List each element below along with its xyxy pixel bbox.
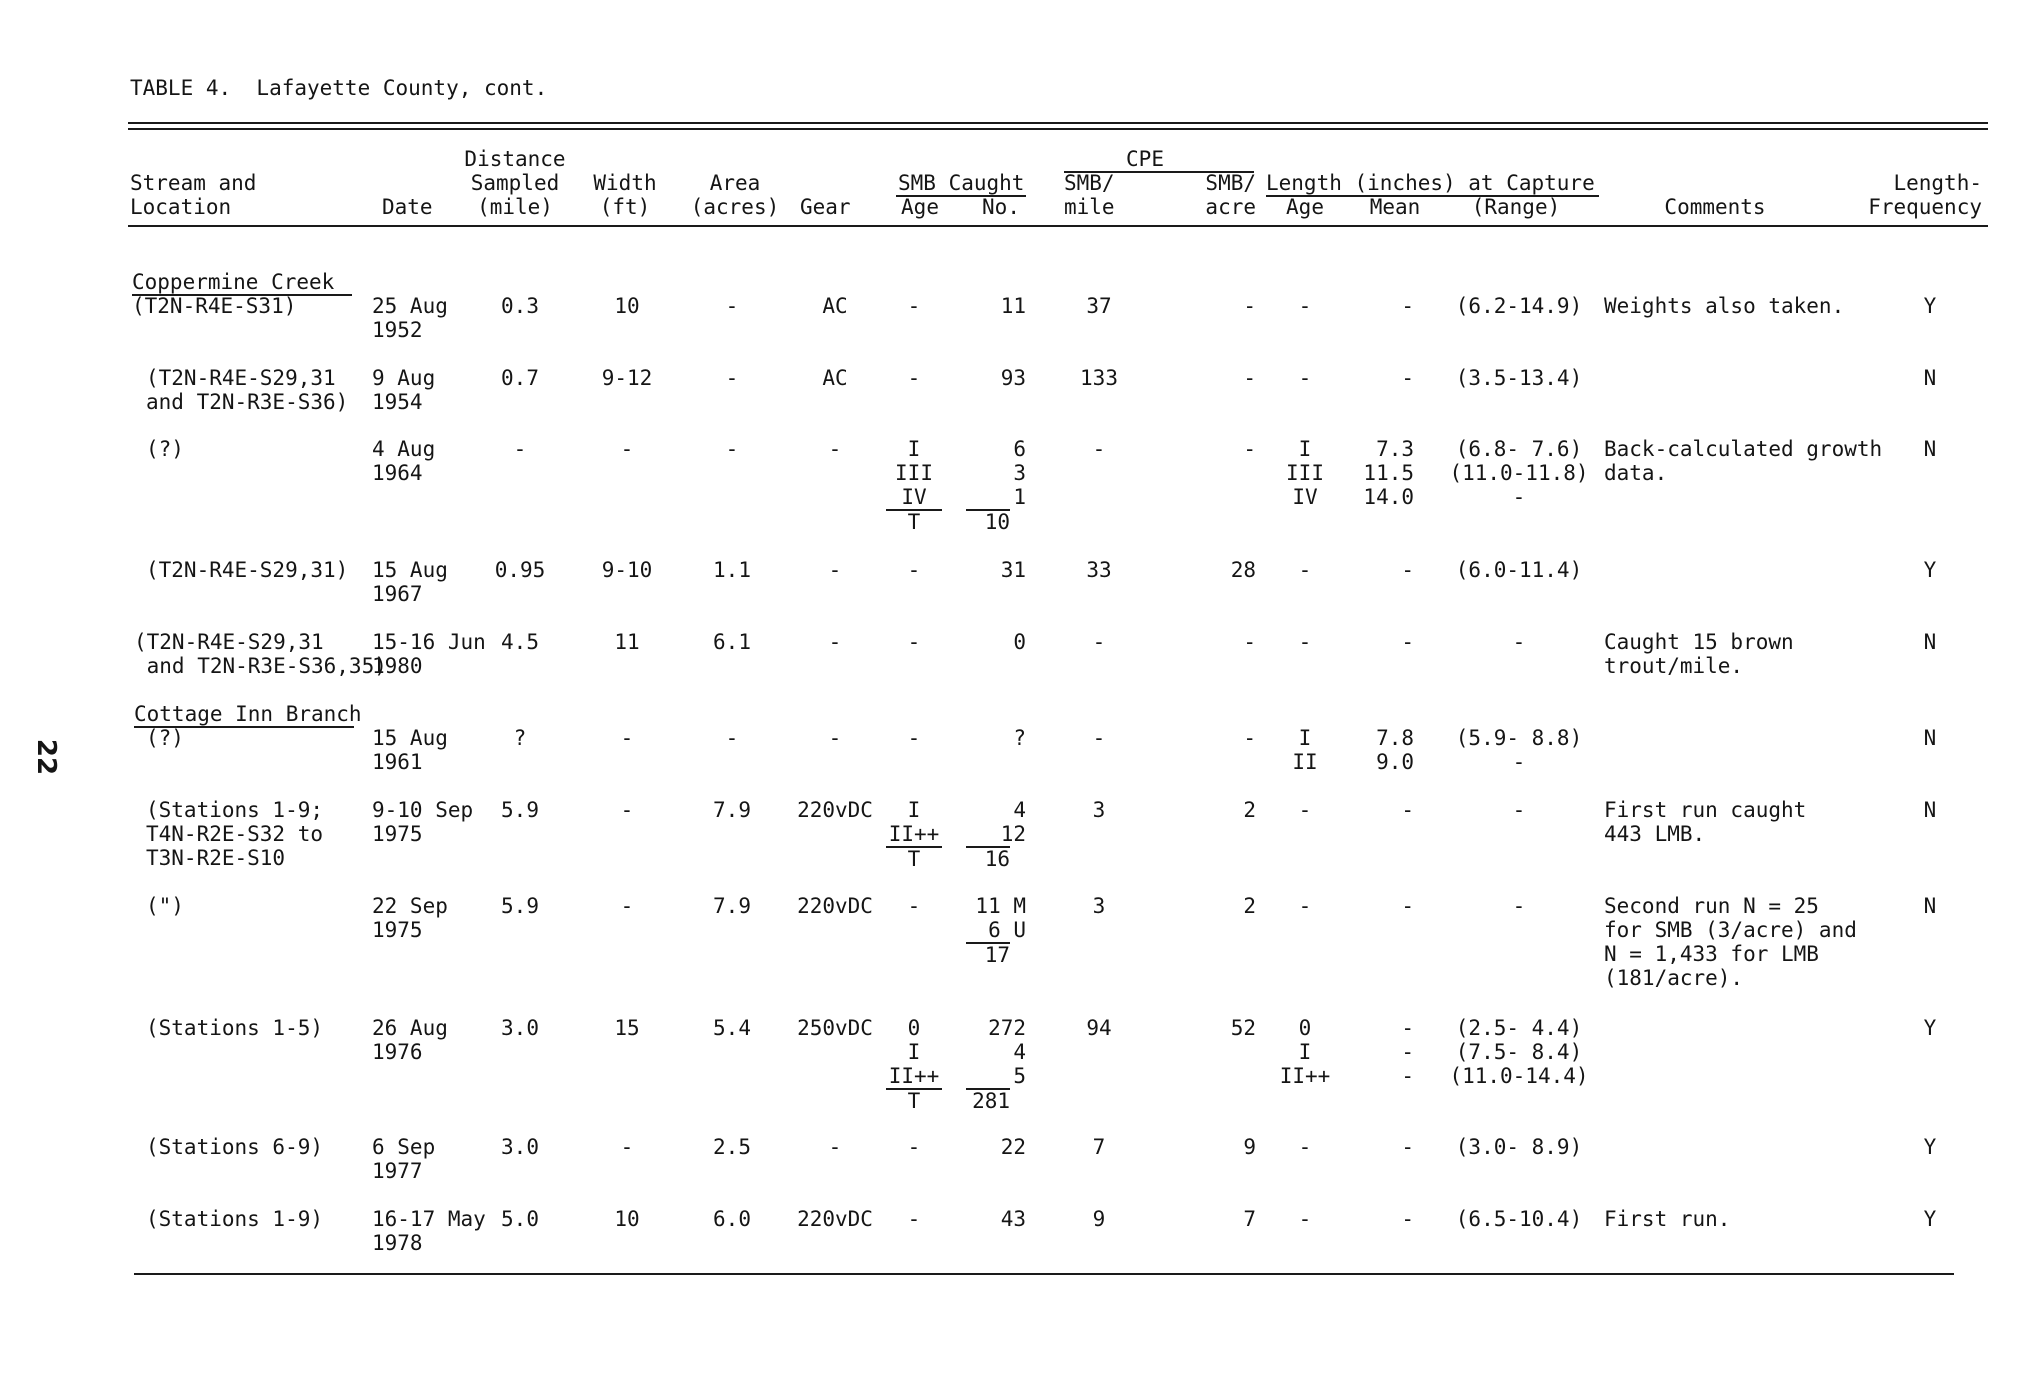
length-mean-cell: 7.8	[1376, 726, 1414, 750]
length-mean-cell: -	[1401, 1064, 1414, 1088]
frequency-cell: N	[1923, 630, 1937, 654]
gear-cell: -	[828, 630, 842, 654]
header-freq-2: Frequency	[1868, 195, 1982, 219]
width-cell: -	[620, 1135, 634, 1159]
smb-no-cell: 1	[1013, 485, 1026, 509]
date-cell: 1977	[372, 1159, 423, 1183]
comments-cell: First run caught	[1604, 798, 1807, 822]
smb-age-cell: -	[907, 894, 921, 918]
date-cell: 9-10 Sep	[372, 798, 474, 822]
comments-cell: trout/mile.	[1604, 654, 1744, 678]
cpe-acre-cell: 52	[1230, 1016, 1256, 1040]
header-cpe-acre-1: SMB/	[1205, 171, 1256, 195]
date-cell: 22 Sep	[372, 894, 448, 918]
length-mean-cell: -	[1401, 894, 1414, 918]
distance-cell: 0.7	[501, 366, 539, 390]
length-range-cell: -	[1512, 630, 1526, 654]
top-rule-1	[128, 122, 1988, 124]
comments-cell: (181/acre).	[1604, 966, 1744, 990]
distance-cell: 3.0	[501, 1016, 539, 1040]
area-cell: -	[725, 366, 739, 390]
smb-no-cell: 6 U	[988, 918, 1026, 942]
gear-cell: AC	[822, 294, 848, 318]
smb-age-cell: -	[907, 366, 921, 390]
date-cell: 1976	[372, 1040, 423, 1064]
date-cell: 16-17 May	[372, 1207, 486, 1231]
length-mean-cell: 14.0	[1363, 485, 1414, 509]
header-area-2: (acres)	[690, 195, 780, 219]
area-cell: 6.1	[713, 630, 751, 654]
smb-no-cell: 0	[1013, 630, 1026, 654]
cpe-mile-cell: 94	[1086, 1016, 1112, 1040]
length-mean-cell: -	[1401, 798, 1414, 822]
distance-cell: 0.3	[501, 294, 539, 318]
smb-no-cell: 12	[1000, 822, 1026, 846]
length-range-cell: (11.0-14.4)	[1449, 1064, 1589, 1088]
cpe-mile-cell: 37	[1086, 294, 1112, 318]
location-cell: and T2N-R3E-S36)	[146, 390, 349, 414]
smb-age-cell: III	[895, 461, 933, 485]
frequency-cell: N	[1923, 798, 1937, 822]
date-cell: 1975	[372, 822, 423, 846]
gear-cell: -	[828, 558, 842, 582]
area-cell: -	[725, 437, 739, 461]
length-mean-cell: -	[1401, 1040, 1414, 1064]
smb-no-cell: 43	[1000, 1207, 1026, 1231]
smb-no-cell: 11	[1000, 294, 1026, 318]
area-cell: -	[725, 294, 739, 318]
length-range-cell: (7.5- 8.4)	[1455, 1040, 1583, 1064]
cpe-mile-cell: 3	[1092, 798, 1106, 822]
length-range-cell: (3.5-13.4)	[1455, 366, 1583, 390]
length-range-cell: (6.0-11.4)	[1455, 558, 1583, 582]
top-rule-2	[128, 128, 1988, 130]
length-range-cell: -	[1512, 485, 1526, 509]
location-cell: and T2N-R3E-S36,35)	[134, 654, 387, 678]
location-cell: (?)	[146, 437, 184, 461]
date-cell: 4 Aug	[372, 437, 436, 461]
location-cell: (Stations 6-9)	[146, 1135, 324, 1159]
cpe-mile-cell: 7	[1092, 1135, 1106, 1159]
smb-age-cell: -	[907, 726, 921, 750]
frequency-cell: Y	[1923, 294, 1937, 318]
length-range-cell: (6.5-10.4)	[1455, 1207, 1583, 1231]
area-cell: -	[725, 726, 739, 750]
gear-cell: 220vDC	[797, 798, 873, 822]
width-cell: 9-10	[601, 558, 653, 582]
distance-cell: 5.9	[501, 798, 539, 822]
area-cell: 5.4	[713, 1016, 751, 1040]
length-mean-cell: -	[1401, 558, 1414, 582]
header-len-range: (Range)	[1471, 195, 1561, 219]
smb-no-cell: 31	[1000, 558, 1026, 582]
smb-age-cell: IV	[901, 485, 927, 509]
date-cell: 25 Aug	[372, 294, 448, 318]
smb-age-cell: -	[907, 558, 921, 582]
length-age-cell: 0	[1298, 1016, 1312, 1040]
smb-age-cell: II++	[888, 1064, 940, 1088]
length-range-cell: (2.5- 4.4)	[1455, 1016, 1583, 1040]
date-cell: 1978	[372, 1231, 423, 1255]
header-comments: Comments	[1664, 195, 1766, 219]
width-cell: 15	[614, 1016, 640, 1040]
smb-no-cell: 5	[1013, 1064, 1026, 1088]
cpe-acre-cell: 2	[1243, 798, 1256, 822]
frequency-cell: N	[1923, 726, 1937, 750]
smb-age-cell: 0	[907, 1016, 921, 1040]
distance-cell: 5.9	[501, 894, 539, 918]
header-distance-2: Sampled	[470, 171, 560, 195]
width-cell: -	[620, 726, 634, 750]
length-range-cell: (6.8- 7.6)	[1455, 437, 1583, 461]
cpe-mile-cell: 9	[1092, 1207, 1106, 1231]
smb-no-cell: 11 M	[975, 894, 1026, 918]
area-cell: 2.5	[713, 1135, 751, 1159]
location-cell: (T2N-R4E-S31)	[132, 294, 297, 318]
cpe-acre-cell: 28	[1230, 558, 1256, 582]
header-date: Date	[382, 195, 433, 219]
comments-cell: 443 LMB.	[1604, 822, 1706, 846]
cpe-mile-cell: -	[1092, 630, 1106, 654]
area-cell: 1.1	[713, 558, 751, 582]
length-mean-cell: -	[1401, 294, 1414, 318]
smb-no-cell: 4	[1013, 798, 1026, 822]
length-mean-cell: -	[1401, 1207, 1414, 1231]
gear-cell: 220vDC	[797, 894, 873, 918]
comments-cell: data.	[1604, 461, 1668, 485]
length-age-cell: -	[1298, 1135, 1312, 1159]
date-cell: 15-16 Jun	[372, 630, 486, 654]
length-mean-cell: 7.3	[1376, 437, 1414, 461]
width-cell: 9-12	[601, 366, 653, 390]
header-width-1: Width	[593, 171, 657, 195]
date-cell: 15 Aug	[372, 558, 448, 582]
length-age-cell: IV	[1292, 485, 1318, 509]
header-rule	[128, 225, 1988, 227]
length-mean-cell: 9.0	[1376, 750, 1414, 774]
length-age-cell: I	[1298, 726, 1312, 750]
smb-no-cell: 10	[966, 509, 1010, 533]
length-mean-cell: -	[1401, 1016, 1414, 1040]
location-cell: (")	[146, 894, 184, 918]
date-cell: 1980	[372, 654, 423, 678]
cpe-mile-cell: 33	[1086, 558, 1112, 582]
gear-cell: 250vDC	[797, 1016, 873, 1040]
distance-cell: -	[513, 437, 527, 461]
location-cell: (T2N-R4E-S29,31	[134, 630, 324, 654]
date-cell: 9 Aug	[372, 366, 436, 390]
width-cell: 10	[614, 1207, 640, 1231]
comments-cell: Second run N = 25	[1604, 894, 1819, 918]
area-cell: 7.9	[713, 894, 751, 918]
header-length: Length (inches) at Capture	[1266, 171, 1599, 197]
length-mean-cell: -	[1401, 630, 1414, 654]
length-age-cell: I	[1298, 437, 1312, 461]
comments-cell: Caught 15 brown	[1604, 630, 1794, 654]
cpe-mile-cell: -	[1092, 437, 1106, 461]
smb-no-cell: 4	[1013, 1040, 1026, 1064]
smb-no-cell: 281	[966, 1088, 1010, 1112]
length-age-cell: III	[1286, 461, 1324, 485]
date-cell: 1961	[372, 750, 423, 774]
comments-cell: First run.	[1604, 1207, 1731, 1231]
header-smb-caught: SMB Caught	[898, 171, 1025, 195]
length-range-cell: -	[1512, 798, 1526, 822]
smb-no-cell: 272	[988, 1016, 1026, 1040]
bottom-rule	[134, 1273, 1954, 1275]
smb-no-cell: 6	[1013, 437, 1026, 461]
date-cell: 15 Aug	[372, 726, 448, 750]
length-range-cell: (11.0-11.8)	[1449, 461, 1589, 485]
length-range-cell: (5.9- 8.8)	[1455, 726, 1583, 750]
location-cell: (Stations 1-5)	[146, 1016, 324, 1040]
frequency-cell: Y	[1923, 1016, 1937, 1040]
length-age-cell: -	[1298, 1207, 1312, 1231]
smb-age-cell: -	[907, 630, 921, 654]
header-cpe-mile-1: SMB/	[1064, 171, 1115, 195]
length-age-cell: -	[1298, 630, 1312, 654]
header-len-mean: Mean	[1369, 195, 1421, 219]
distance-cell: 3.0	[501, 1135, 539, 1159]
length-mean-cell: -	[1401, 366, 1414, 390]
width-cell: -	[620, 798, 634, 822]
gear-cell: 220vDC	[797, 1207, 873, 1231]
length-age-cell: -	[1298, 798, 1312, 822]
comments-cell: Back-calculated growth	[1604, 437, 1883, 461]
length-age-cell: II++	[1279, 1064, 1331, 1088]
table-title: TABLE 4. Lafayette County, cont.	[130, 76, 548, 100]
header-len-age: Age	[1286, 195, 1324, 219]
location-cell: (Stations 1-9;	[146, 798, 324, 822]
smb-no-cell: 93	[1000, 366, 1026, 390]
section-coppermine-creek: Coppermine Creek	[132, 270, 352, 296]
date-cell: 6 Sep	[372, 1135, 436, 1159]
cpe-acre-cell: -	[1243, 294, 1256, 318]
smb-age-cell: I	[907, 798, 921, 822]
comments-cell: N = 1,433 for LMB	[1604, 942, 1819, 966]
length-age-cell: -	[1298, 366, 1312, 390]
cpe-mile-cell: 3	[1092, 894, 1106, 918]
smb-age-cell: I	[907, 437, 921, 461]
length-mean-cell: 11.5	[1363, 461, 1414, 485]
distance-cell: ?	[513, 726, 527, 750]
header-cpe: CPE	[1126, 147, 1164, 171]
length-age-cell: -	[1298, 894, 1312, 918]
distance-cell: 4.5	[501, 630, 539, 654]
location-cell: (T2N-R4E-S29,31)	[146, 558, 349, 582]
header-stream-2: Location	[130, 195, 232, 219]
location-cell: (Stations 1-9)	[146, 1207, 324, 1231]
header-smb-age: Age	[901, 195, 939, 219]
gear-cell: -	[828, 1135, 842, 1159]
date-cell: 1954	[372, 390, 423, 414]
smb-age-cell: T	[886, 1088, 942, 1112]
width-cell: -	[620, 894, 634, 918]
header-stream-1: Stream and	[130, 171, 257, 195]
date-cell: 1952	[372, 318, 423, 342]
smb-age-cell: T	[886, 509, 942, 533]
frequency-cell: Y	[1923, 1207, 1937, 1231]
length-age-cell: II	[1292, 750, 1318, 774]
length-range-cell: (3.0- 8.9)	[1455, 1135, 1583, 1159]
distance-cell: 5.0	[501, 1207, 539, 1231]
header-smb-no: No.	[982, 195, 1020, 219]
length-age-cell: I	[1298, 1040, 1312, 1064]
smb-no-cell: 17	[966, 942, 1010, 966]
cpe-mile-cell: 133	[1080, 366, 1118, 390]
smb-age-cell: -	[907, 1135, 921, 1159]
location-cell: (T2N-R4E-S29,31	[146, 366, 336, 390]
smb-no-cell: 16	[966, 846, 1010, 870]
cpe-acre-cell: -	[1243, 726, 1256, 750]
header-freq-1: Length-	[1893, 171, 1982, 195]
cpe-acre-cell: -	[1243, 366, 1256, 390]
length-range-cell: (6.2-14.9)	[1455, 294, 1583, 318]
smb-age-cell: I	[907, 1040, 921, 1064]
page-number: 22	[31, 738, 62, 776]
smb-age-cell: II++	[888, 822, 940, 846]
smb-age-cell: T	[886, 846, 942, 870]
gear-cell: AC	[822, 366, 848, 390]
smb-age-cell: -	[907, 294, 921, 318]
area-cell: 7.9	[713, 798, 751, 822]
cpe-acre-cell: -	[1243, 630, 1256, 654]
frequency-cell: Y	[1923, 1135, 1937, 1159]
cpe-acre-cell: 7	[1243, 1207, 1256, 1231]
location-cell: T3N-R2E-S10	[146, 846, 286, 870]
length-age-cell: -	[1298, 294, 1312, 318]
length-range-cell: -	[1512, 750, 1526, 774]
frequency-cell: N	[1923, 894, 1937, 918]
header-cpe-acre-2: acre	[1205, 195, 1256, 219]
header-cpe-mile-2: mile	[1064, 195, 1115, 219]
cpe-acre-cell: -	[1243, 437, 1256, 461]
length-mean-cell: -	[1401, 1135, 1414, 1159]
smb-no-cell: 22	[1000, 1135, 1026, 1159]
location-cell: T4N-R2E-S32 to	[146, 822, 324, 846]
gear-cell: -	[828, 437, 842, 461]
comments-cell: for SMB (3/acre) and	[1604, 918, 1857, 942]
date-cell: 1964	[372, 461, 423, 485]
header-gear: Gear	[800, 195, 851, 219]
header-width-2: (ft)	[599, 195, 651, 219]
length-range-cell: -	[1512, 894, 1526, 918]
width-cell: 11	[614, 630, 640, 654]
distance-cell: 0.95	[494, 558, 546, 582]
header-distance-3: (mile)	[477, 195, 553, 219]
width-cell: 10	[614, 294, 640, 318]
frequency-cell: N	[1923, 366, 1937, 390]
smb-age-cell: -	[907, 1207, 921, 1231]
gear-cell: -	[828, 726, 842, 750]
area-cell: 6.0	[713, 1207, 751, 1231]
header-area-1: Area	[709, 171, 761, 195]
location-cell: (?)	[146, 726, 184, 750]
smb-no-cell: 3	[1013, 461, 1026, 485]
date-cell: 1967	[372, 582, 423, 606]
section-cottage-inn-branch: Cottage Inn Branch	[134, 702, 362, 726]
header-distance-1: Distance	[464, 147, 566, 171]
length-age-cell: -	[1298, 558, 1312, 582]
cpe-acre-cell: 9	[1243, 1135, 1256, 1159]
smb-no-cell: ?	[1013, 726, 1026, 750]
frequency-cell: N	[1923, 437, 1937, 461]
cpe-acre-cell: 2	[1243, 894, 1256, 918]
date-cell: 26 Aug	[372, 1016, 448, 1040]
date-cell: 1975	[372, 918, 423, 942]
cpe-mile-cell: -	[1092, 726, 1106, 750]
frequency-cell: Y	[1923, 558, 1937, 582]
comments-cell: Weights also taken.	[1604, 294, 1845, 318]
width-cell: -	[620, 437, 634, 461]
